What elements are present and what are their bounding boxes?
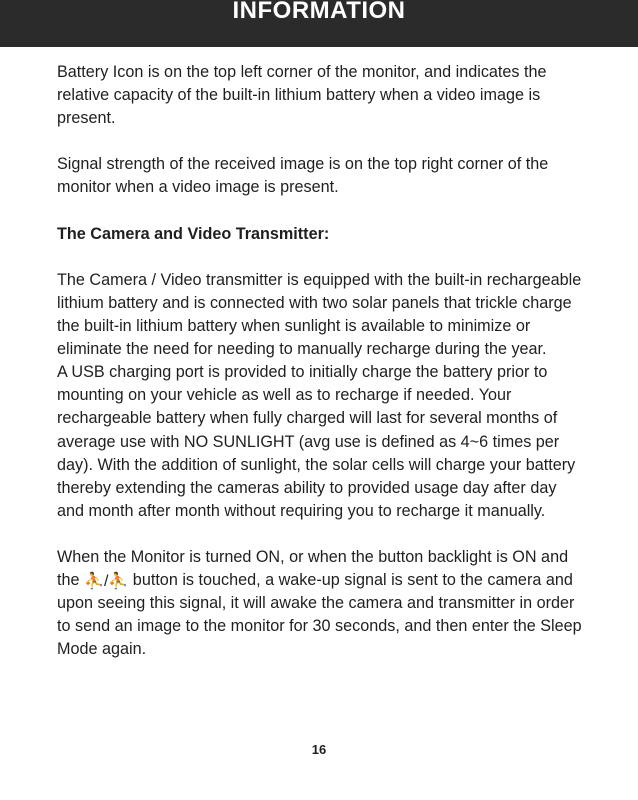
page-header <box>0 0 638 47</box>
wake-up-paragraph <box>57 546 587 661</box>
wake-up-text-end: button is touched, a wake-up signal is sent to the camera and upon seeing this signal, it will awake the camera and transmitter in order to send an image to the monitor for 30 seconds, and then enter the Sleep Mode again. <box>57 571 582 659</box>
signal-strength-paragraph: Signal strength of the received image is on the top right corner of the monitor when a video image is present. <box>57 155 549 197</box>
camera-section-heading: The Camera and Video Transmitter: <box>57 224 330 243</box>
wake-up-text-start: When the Monitor is turned ON, or when the button backlight is ON and the <box>57 547 569 590</box>
paragraph-spacer <box>57 523 587 546</box>
camera-transmitter-paragraph: The Camera / Video transmitter is equipped with the built-in rechargeable lithium battery and is connected with two solar panels that trickle charge the built-in lithium battery when sunlight is available to minimize or eliminate the need for needing to manually recharge during the year. <box>57 270 582 359</box>
paragraph-spacer <box>57 246 587 269</box>
page-content <box>57 61 587 661</box>
camera-wake-button-icon: ⛹/⛹ <box>84 573 129 591</box>
paragraph-spacer <box>57 200 587 223</box>
page-title: INFORMATION <box>232 0 406 24</box>
battery-icon-paragraph: Battery Icon is on the top left corner of the monitor, and indicates the relative capacity of the built-in lithium battery when a video image is present. <box>57 63 547 128</box>
paragraph-spacer <box>57 130 587 153</box>
usb-charging-paragraph: A USB charging port is provided to initially charge the battery prior to mounting on your vehicle as well as to recharge if needed. Your rechargeable battery when fully charged will last for several months of average use with NO SUNLIGHT (avg use is defined as 4~6 times per day). With the addition of sunlight, the solar cells will charge your battery thereby extending the cameras ability to provided usage day after day and month after month without requiring you to recharge it manually. <box>57 363 576 520</box>
page-number: 16 <box>311 742 327 757</box>
